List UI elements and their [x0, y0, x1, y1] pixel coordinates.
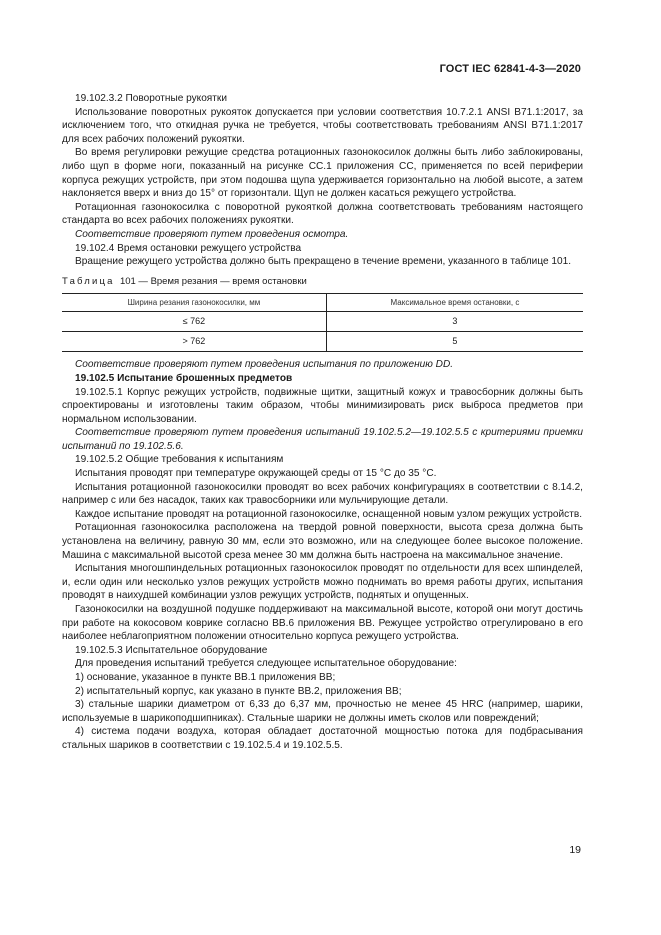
paragraph: Вращение режущего устройства должно быть прекращено в течение времени, указанного в таблице 101.	[75, 256, 572, 268]
paragraph: Ротационная газонокосилка с поворотной рукояткой должна соответствовать требованиям настоящего стандарта во всех рабочих положениях рукоятки.	[62, 201, 583, 227]
paragraph: Соответствие проверяют путем проведения испытаний 19.102.5.2—19.102.5.5 с критериями приемки испытаний по 19.102.5.6.	[62, 427, 583, 452]
page-content	[62, 92, 583, 753]
page-number: 19	[569, 844, 581, 856]
paragraph: Соответствие проверяют путем проведения испытания по приложению DD.	[75, 359, 454, 371]
table-caption	[62, 275, 583, 289]
paragraph: 19.102.5.3 Испытательное оборудование	[75, 644, 268, 656]
column-header-max-stop-time: Максимальное время остановки, с	[326, 294, 583, 312]
paragraph: Испытания ротационной газонокосилки проводят во всех рабочих конфигурациях в соответствии с 8.14.2, например с или без насадок, таких как травосборники или мульчирующие детали.	[62, 481, 583, 507]
paragraph: Соответствие проверяют путем проведения осмотра.	[75, 228, 349, 240]
paragraph: Газонокосилки на воздушной подушке поддерживают на максимальной высоте, которой они могут достичь при работе на кокосовом коврике согласно BB.6 приложения BB. Режущее устройство отрегулировано в его наиболее неблагоприятном положении относительно корпуса режущего устройства.	[62, 604, 583, 643]
paragraph: Использование поворотных рукояток допускается при условии соответствия 10.7.2.1 ANSI B71.1:2017, за исключением того, что откидная ручка не требуется, чтобы соответствовать требованиям ANSI B71.1:2017 для всех рабочих положений рукоятки.	[62, 106, 583, 145]
paragraph: 19.102.5.2 Общие требования к испытаниям	[75, 454, 284, 466]
paragraph: 1) основание, указанное в пункте BB.1 приложения BB;	[75, 671, 336, 683]
table-cell: 3	[326, 312, 583, 332]
paragraph: 19.102.5.1 Корпус режущих устройств, подвижные щитки, защитный кожух и травосборник должны быть спроектированы и изготовлены таким образом, чтобы минимизировать риск выброса предметов при нормальном использовании.	[62, 386, 583, 425]
paragraph: Для проведения испытаний требуется следующее испытательное оборудование:	[75, 658, 457, 670]
table-header-row	[62, 294, 583, 312]
table-cell: 5	[326, 332, 583, 352]
table-cell: ≤ 762	[62, 312, 326, 332]
stopping-time-table	[62, 293, 583, 352]
table-row	[62, 332, 583, 352]
paragraph: 4) система подачи воздуха, которая обладает достаточной мощностью потока для подбрасывания стальных шариков в соответствии с 19.102.5.4 и 19.102.5.5.	[62, 726, 583, 751]
paragraph: Во время регулировки режущие средства ротационных газонокосилок должны быть либо заблокированы, либо щуп в форме ноги, показанный на рисунке CC.1 приложения CC, применяется по всей периферии корпуса режущих устройств, при этом подошва щупа удерживается горизонтально на любой высоте, а затем наклоняется вверх и вниз до 15° от горизонтали. Щуп не должен касаться режущего устройства.	[62, 147, 583, 200]
table-cell: > 762	[62, 332, 326, 352]
standard-header: ГОСТ IEC 62841-4-3—2020	[439, 63, 581, 75]
paragraph: 19.102.4 Время остановки режущего устройства	[75, 242, 302, 254]
text-block-before-table	[62, 92, 583, 269]
column-header-cutting-width: Ширина резания газонокосилки, мм	[62, 294, 326, 312]
paragraph: Каждое испытание проводят на ротационной газонокосилке, оснащенной новым узлом режущих устройств.	[75, 508, 583, 520]
text-block-after-table	[62, 358, 583, 752]
paragraph: 19.102.5 Испытание брошенных предметов	[75, 372, 293, 384]
table-row	[62, 312, 583, 332]
paragraph: Ротационная газонокосилка расположена на твердой ровной поверхности, высота среза должна быть установлена на величину, равную 30 мм, если это возможно, или на следующее более высокое положение. Машина с максимальной высотой среза менее 30 мм должна быть настроена на максимальное значение.	[62, 522, 583, 561]
paragraph: 3) стальные шарики диаметром от 6,33 до 6,37 мм, прочностью не менее 45 HRC (например, шарики, используемые в шарикоподшипниках). Стальные шарики не должны иметь сколов или повреждений;	[62, 699, 583, 724]
table-caption-text: 101 — Время резания — время остановки	[119, 275, 307, 287]
paragraph: Испытания проводят при температуре окружающей среды от 15 °C до 35 °C.	[75, 468, 437, 480]
paragraph: Испытания многошпиндельных ротационных газонокосилок проводят по отдельности для всех шпинделей, и, если один или несколько узлов режущих устройств можно поднимать во время работы других, испытания проводят в наихудшей комбинации узлов режущих устройств, поднятых и опущенных.	[62, 563, 583, 602]
table-caption-label: Таблица	[62, 275, 115, 287]
paragraph: 19.102.3.2 Поворотные рукоятки	[75, 93, 227, 104]
paragraph: 2) испытательный корпус, как указано в пункте BB.2, приложения BB;	[75, 685, 402, 697]
